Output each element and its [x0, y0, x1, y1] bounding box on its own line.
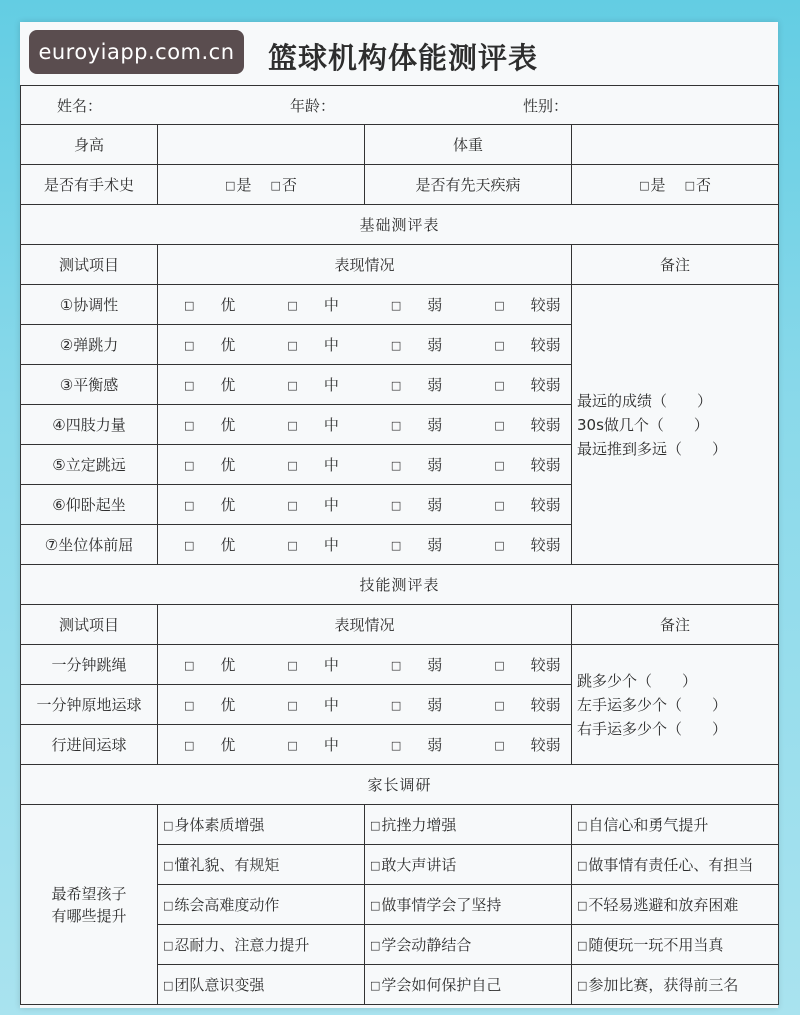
basic-section-title: 基础测评表	[21, 205, 779, 245]
parent-option-checkbox[interactable]: □做事情学会了坚持	[365, 885, 572, 925]
rating-checkbox[interactable]: □ 较弱	[494, 496, 561, 514]
gender-field[interactable]: 性别：	[523, 96, 569, 115]
rating-checkbox[interactable]: □ 中	[287, 656, 339, 674]
parent-option-checkbox[interactable]: □敢大声讲话	[365, 845, 572, 885]
weight-input[interactable]	[572, 125, 779, 165]
rating-checkbox[interactable]: □ 较弱	[494, 736, 561, 754]
parent-option-checkbox[interactable]: □随便玩一玩不用当真	[572, 925, 779, 965]
rating-checkbox[interactable]: □ 中	[287, 336, 339, 354]
rating-checkbox[interactable]: □ 弱	[390, 336, 443, 354]
rating-checkbox[interactable]: □ 弱	[390, 736, 443, 754]
form-title: 篮球机构体能测评表	[268, 41, 539, 75]
parent-option-checkbox[interactable]: □抗挫力增强	[365, 805, 572, 845]
rating-checkbox[interactable]: □ 弱	[390, 456, 443, 474]
parent-option-checkbox[interactable]: □学会动静结合	[365, 925, 572, 965]
note-line[interactable]: 最远推到多远（ ）	[577, 439, 728, 458]
rating-checkbox[interactable]: □ 弱	[390, 296, 443, 314]
rating-checkbox[interactable]: □ 优	[184, 416, 236, 434]
rating-checkbox[interactable]: □ 优	[184, 456, 236, 474]
rating-checkbox[interactable]: □ 中	[287, 296, 339, 314]
skill-item-ratings	[158, 645, 572, 685]
rating-checkbox[interactable]: □ 优	[184, 296, 236, 314]
note-line[interactable]: 跳多少个（ ）	[577, 671, 698, 690]
rating-checkbox[interactable]: □ 中	[287, 376, 339, 394]
basic-item-label: ⑤立定跳远	[21, 445, 158, 485]
basic-item-label: ⑥仰卧起坐	[21, 485, 158, 525]
basic-notes	[572, 285, 779, 565]
basic-item-ratings	[158, 285, 572, 325]
basic-item-ratings	[158, 525, 572, 565]
basic-item-ratings	[158, 485, 572, 525]
rating-checkbox[interactable]: □ 较弱	[494, 696, 561, 714]
basic-col-perf: 表现情况	[158, 245, 572, 285]
height-input[interactable]	[158, 125, 365, 165]
parent-option-checkbox[interactable]: □参加比赛，获得前三名	[572, 965, 779, 1005]
rating-checkbox[interactable]: □ 中	[287, 456, 339, 474]
parent-option-checkbox[interactable]: □练会高难度动作	[158, 885, 365, 925]
rating-checkbox[interactable]: □ 弱	[390, 656, 443, 674]
skill-col-item: 测试项目	[21, 605, 158, 645]
rating-checkbox[interactable]: □ 中	[287, 496, 339, 514]
height-label: 身高	[21, 125, 158, 165]
basic-item-label: ①协调性	[21, 285, 158, 325]
skill-item-label: 一分钟原地运球	[21, 685, 158, 725]
parent-option-checkbox[interactable]: □学会如何保护自己	[365, 965, 572, 1005]
rating-checkbox[interactable]: □ 优	[184, 656, 236, 674]
note-line[interactable]: 30s做几个（ ）	[577, 415, 709, 434]
rating-checkbox[interactable]: □ 优	[184, 736, 236, 754]
skill-item-label: 行进间运球	[21, 725, 158, 765]
rating-checkbox[interactable]: □ 优	[184, 536, 236, 554]
rating-checkbox[interactable]: □ 优	[184, 336, 236, 354]
surgery-label: 是否有手术史	[21, 165, 158, 205]
rating-checkbox[interactable]: □ 中	[287, 416, 339, 434]
parent-question	[21, 805, 158, 1005]
basic-item-ratings	[158, 405, 572, 445]
rating-checkbox[interactable]: □ 中	[287, 736, 339, 754]
parent-option-checkbox[interactable]: □身体素质增强	[158, 805, 365, 845]
question-line: 最希望孩子	[51, 884, 127, 903]
rating-checkbox[interactable]: □ 较弱	[494, 376, 561, 394]
skill-section-title: 技能测评表	[21, 565, 779, 605]
parent-option-checkbox[interactable]: □团队意识变强	[158, 965, 365, 1005]
parent-option-checkbox[interactable]: □自信心和勇气提升	[572, 805, 779, 845]
basic-item-label: ④四肢力量	[21, 405, 158, 445]
rating-checkbox[interactable]: □ 优	[184, 696, 236, 714]
basic-item-ratings	[158, 325, 572, 365]
basic-item-label: ③平衡感	[21, 365, 158, 405]
name-field[interactable]: 姓名：	[57, 96, 103, 115]
skill-item-label: 一分钟跳绳	[21, 645, 158, 685]
rating-checkbox[interactable]: □ 中	[287, 536, 339, 554]
basic-item-label: ⑦坐位体前屈	[21, 525, 158, 565]
watermark: euroyiapp.com.cn	[29, 30, 244, 74]
skill-notes	[572, 645, 779, 765]
parent-option-checkbox[interactable]: □不轻易逃避和放弃困难	[572, 885, 779, 925]
parent-option-checkbox[interactable]: □懂礼貌、有规矩	[158, 845, 365, 885]
surgery-yes-checkbox[interactable]: □是	[225, 176, 252, 194]
parent-section-title: 家长调研	[21, 765, 779, 805]
rating-checkbox[interactable]: □ 较弱	[494, 336, 561, 354]
rating-checkbox[interactable]: □ 较弱	[494, 656, 561, 674]
rating-checkbox[interactable]: □ 较弱	[494, 416, 561, 434]
skill-col-perf: 表现情况	[158, 605, 572, 645]
assessment-table	[20, 85, 779, 1005]
rating-checkbox[interactable]: □ 中	[287, 696, 339, 714]
rating-checkbox[interactable]: □ 弱	[390, 536, 443, 554]
surgery-options	[158, 165, 365, 205]
age-field[interactable]: 年龄：	[290, 96, 336, 115]
note-line[interactable]: 左手运多少个（ ）	[577, 695, 728, 714]
note-line[interactable]: 最远的成绩（ ）	[577, 391, 713, 410]
congenital-options	[572, 165, 779, 205]
congenital-yes-checkbox[interactable]: □是	[639, 176, 666, 194]
rating-checkbox[interactable]: □ 优	[184, 376, 236, 394]
question-line: 有哪些提升	[51, 906, 127, 925]
basic-item-label: ②弹跳力	[21, 325, 158, 365]
rating-checkbox[interactable]: □ 较弱	[494, 536, 561, 554]
surgery-no-checkbox[interactable]: □否	[270, 176, 297, 194]
note-line[interactable]: 右手运多少个（ ）	[577, 719, 728, 738]
personal-info-row	[21, 86, 779, 125]
skill-item-ratings	[158, 725, 572, 765]
basic-item-ratings	[158, 445, 572, 485]
skill-col-note: 备注	[572, 605, 779, 645]
rating-checkbox[interactable]: □ 弱	[390, 496, 443, 514]
rating-checkbox[interactable]: □ 弱	[390, 696, 443, 714]
rating-checkbox[interactable]: □ 弱	[390, 376, 443, 394]
parent-option-checkbox[interactable]: □做事情有责任心、有担当	[572, 845, 779, 885]
basic-col-note: 备注	[572, 245, 779, 285]
weight-label: 体重	[365, 125, 572, 165]
congenital-label: 是否有先天疾病	[365, 165, 572, 205]
rating-checkbox[interactable]: □ 较弱	[494, 456, 561, 474]
basic-col-item: 测试项目	[21, 245, 158, 285]
parent-option-checkbox[interactable]: □忍耐力、注意力提升	[158, 925, 365, 965]
basic-item-ratings	[158, 365, 572, 405]
skill-item-ratings	[158, 685, 572, 725]
rating-checkbox[interactable]: □ 弱	[390, 416, 443, 434]
congenital-no-checkbox[interactable]: □否	[684, 176, 711, 194]
rating-checkbox[interactable]: □ 较弱	[494, 296, 561, 314]
rating-checkbox[interactable]: □ 优	[184, 496, 236, 514]
